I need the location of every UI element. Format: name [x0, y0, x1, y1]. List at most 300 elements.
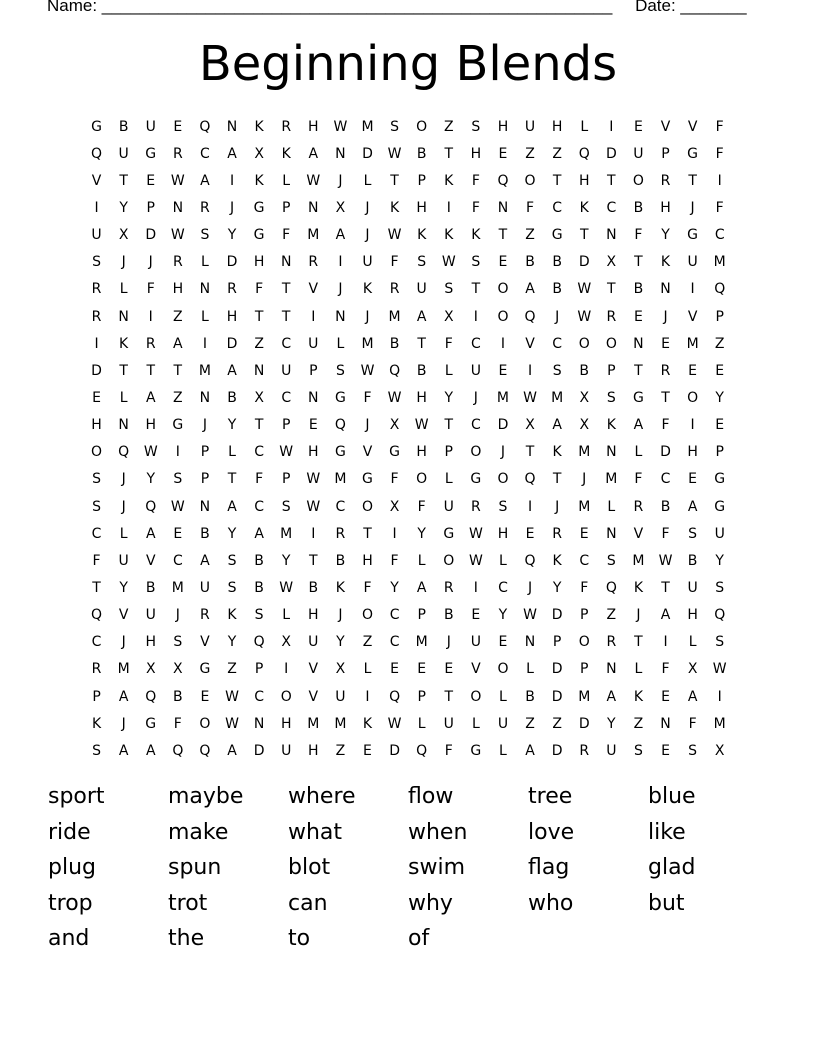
grid-letter: G: [145, 145, 157, 162]
grid-letter: A: [416, 308, 427, 325]
grid-letter: W: [468, 525, 483, 542]
grid-letter: P: [254, 661, 264, 678]
grid-letter: F: [444, 742, 453, 759]
grid-letter: N: [524, 634, 536, 651]
grid-letter: S: [606, 389, 616, 406]
grid-letter: D: [226, 335, 238, 352]
grid-letter: E: [498, 362, 508, 379]
grid-letter: O: [361, 607, 373, 624]
grid-letter: L: [417, 552, 426, 569]
grid-letter: J: [365, 199, 370, 216]
grid-letter: N: [335, 308, 346, 325]
grid-letter: T: [498, 227, 508, 244]
grid-letter: N: [253, 362, 265, 379]
grid-letter: Q: [416, 742, 428, 759]
grid-letter: V: [308, 281, 319, 298]
grid-letter: J: [527, 579, 533, 596]
grid-letter: F: [661, 661, 670, 678]
grid-letter: C: [254, 688, 264, 705]
grid-letter: G: [470, 471, 482, 488]
grid-letter: W: [523, 389, 537, 406]
grid-letter: A: [254, 525, 264, 542]
grid-letter: J: [663, 308, 668, 325]
grid-letter: K: [254, 172, 264, 189]
grid-letter: J: [555, 308, 560, 325]
grid-letter: N: [660, 281, 671, 298]
grid-letter: F: [661, 417, 670, 434]
grid-letter: Q: [389, 362, 401, 379]
grid-letter: N: [118, 308, 129, 325]
grid-letter: T: [607, 172, 616, 189]
grid-letter: S: [471, 254, 481, 271]
grid-letter: C: [254, 498, 264, 515]
grid-letter: H: [226, 308, 238, 325]
grid-letter: Q: [524, 308, 536, 325]
grid-letter: C: [172, 552, 183, 569]
grid-letter: K: [91, 715, 102, 732]
grid-letter: T: [417, 335, 426, 352]
grid-letter: K: [444, 172, 454, 189]
grid-letter: M: [388, 308, 401, 325]
grid-letter: S: [254, 607, 264, 624]
grid-letter: M: [198, 362, 211, 379]
grid-letter: L: [688, 634, 697, 651]
grid-letter: M: [280, 525, 293, 542]
grid-letter: C: [470, 335, 481, 352]
grid-letter: W: [279, 579, 294, 596]
grid-letter: Q: [497, 172, 509, 189]
grid-letter: P: [200, 444, 210, 461]
grid-letter: J: [446, 634, 451, 651]
grid-letter: Y: [417, 525, 426, 542]
grid-letter: E: [498, 254, 508, 271]
grid-letter: G: [253, 227, 265, 244]
grid-letter: T: [254, 308, 264, 325]
grid-letter: H: [687, 607, 698, 624]
grid-letter: L: [282, 607, 291, 624]
grid-letter: O: [470, 444, 482, 461]
word-bank-item: why: [408, 890, 453, 916]
grid-letter: F: [471, 172, 480, 189]
grid-letter: P: [281, 417, 291, 434]
grid-letter: D: [551, 688, 563, 705]
grid-letter: Q: [199, 742, 211, 759]
grid-letter: L: [526, 661, 534, 678]
grid-letter: S: [471, 118, 481, 135]
grid-letter: S: [92, 742, 101, 759]
grid-letter: K: [552, 552, 562, 569]
grid-letter: T: [579, 227, 589, 244]
grid-letter: E: [173, 525, 183, 542]
word-bank-item: of: [408, 926, 430, 952]
grid-letter: N: [606, 525, 617, 542]
grid-letter: Y: [336, 634, 345, 651]
grid-letter: U: [633, 145, 644, 162]
grid-letter: M: [334, 715, 347, 732]
grid-letter: I: [311, 525, 316, 542]
grid-letter: U: [443, 715, 454, 732]
grid-letter: A: [416, 579, 427, 596]
grid-letter: T: [688, 172, 697, 189]
grid-letter: D: [551, 742, 563, 759]
grid-letter: S: [227, 552, 237, 569]
grid-letter: G: [91, 118, 102, 135]
grid-letter: U: [281, 362, 292, 379]
grid-letter: D: [551, 661, 563, 678]
grid-letter: U: [118, 145, 129, 162]
grid-letter: D: [578, 254, 590, 271]
grid-letter: Y: [119, 579, 128, 596]
grid-letter: W: [468, 552, 483, 569]
grid-letter: L: [444, 471, 453, 488]
grid-letter: T: [634, 254, 643, 271]
grid-letter: X: [254, 389, 264, 406]
grid-letter: F: [363, 389, 372, 406]
grid-letter: W: [523, 607, 537, 624]
grid-letter: L: [499, 688, 507, 705]
grid-letter: R: [660, 362, 671, 379]
grid-letter: E: [661, 742, 670, 759]
grid-letter: G: [551, 227, 563, 244]
grid-letter: T: [607, 281, 616, 298]
word-bank-item: trop: [48, 890, 93, 916]
grid-letter: Q: [605, 579, 617, 596]
grid-letter: W: [170, 172, 185, 189]
grid-letter: Z: [525, 145, 535, 162]
grid-letter: H: [253, 254, 265, 271]
grid-letter: P: [281, 199, 291, 216]
grid-letter: L: [119, 389, 128, 406]
grid-letter: B: [389, 335, 400, 352]
grid-letter: S: [715, 634, 725, 651]
grid-letter: U: [281, 742, 292, 759]
grid-letter: G: [145, 715, 157, 732]
grid-letter: A: [145, 389, 156, 406]
grid-letter: K: [389, 199, 400, 216]
grid-letter: T: [661, 389, 670, 406]
grid-letter: W: [306, 498, 321, 515]
grid-letter: O: [497, 308, 509, 325]
grid-letter: W: [387, 145, 402, 162]
grid-letter: T: [552, 471, 562, 488]
grid-letter: J: [636, 607, 641, 624]
grid-letter: X: [389, 498, 400, 515]
word-bank-item: maybe: [168, 784, 244, 810]
grid-letter: A: [145, 525, 156, 542]
grid-letter: A: [227, 498, 237, 515]
grid-letter: U: [497, 715, 509, 732]
grid-letter: Z: [443, 118, 454, 135]
grid-letter: B: [416, 145, 427, 162]
grid-letter: W: [441, 254, 456, 271]
grid-letter: J: [202, 417, 207, 434]
grid-letter: G: [362, 471, 373, 488]
grid-letter: K: [579, 199, 589, 216]
grid-letter: J: [121, 471, 126, 488]
grid-letter: Y: [552, 579, 562, 596]
grid-letter: Q: [714, 607, 726, 624]
word-bank-item: sport: [48, 784, 105, 810]
grid-letter: O: [524, 172, 536, 189]
grid-letter: Q: [578, 145, 590, 162]
grid-letter: L: [607, 498, 616, 515]
word-bank-item: ride: [48, 819, 91, 845]
grid-letter: S: [335, 362, 345, 379]
grid-letter: B: [443, 607, 454, 624]
grid-letter: L: [336, 335, 345, 352]
grid-letter: N: [606, 444, 617, 461]
grid-letter: L: [634, 661, 643, 678]
grid-letter: T: [119, 172, 128, 189]
grid-letter: H: [308, 444, 319, 461]
grid-letter: V: [145, 552, 156, 569]
grid-letter: L: [363, 661, 372, 678]
grid-letter: A: [227, 145, 237, 162]
grid-letter: R: [389, 281, 400, 298]
grid-letter: Q: [334, 417, 346, 434]
grid-letter: R: [606, 308, 617, 325]
grid-letter: M: [117, 661, 130, 678]
word-bank-item: blue: [648, 784, 696, 810]
grid-letter: H: [145, 417, 156, 434]
grid-letter: U: [470, 634, 481, 651]
grid-letter: R: [470, 498, 481, 515]
grid-letter: M: [361, 118, 374, 135]
grid-letter: H: [308, 118, 319, 135]
grid-letter: H: [578, 172, 590, 189]
grid-letter: J: [473, 389, 478, 406]
word-bank-item: and: [48, 926, 90, 952]
worksheet-title: Beginning Blends: [198, 36, 618, 92]
grid-letter: R: [200, 199, 210, 216]
grid-letter: N: [226, 118, 238, 135]
grid-letter: B: [227, 389, 237, 406]
grid-letter: H: [308, 742, 319, 759]
grid-letter: E: [417, 661, 427, 678]
grid-letter: R: [91, 308, 102, 325]
grid-letter: X: [173, 661, 183, 678]
grid-letter: T: [552, 172, 562, 189]
grid-letter: R: [660, 172, 671, 189]
grid-letter: I: [365, 688, 370, 705]
grid-letter: T: [281, 281, 291, 298]
grid-letter: G: [334, 444, 346, 461]
grid-letter: C: [281, 335, 292, 352]
grid-letter: Z: [525, 227, 535, 244]
grid-letter: L: [363, 172, 372, 189]
grid-letter: B: [633, 281, 644, 298]
grid-letter: I: [663, 634, 668, 651]
grid-letter: J: [500, 444, 506, 461]
grid-letter: E: [579, 525, 589, 542]
grid-letter: B: [525, 688, 535, 705]
word-bank-item: trot: [168, 890, 208, 916]
grid-letter: T: [92, 579, 101, 596]
grid-letter: Q: [253, 634, 265, 651]
grid-letter: U: [687, 579, 698, 596]
grid-letter: Z: [714, 335, 725, 352]
grid-letter: Q: [91, 607, 103, 624]
grid-letter: C: [552, 335, 563, 352]
grid-letter: W: [170, 498, 185, 515]
grid-letter: C: [91, 634, 102, 651]
grid-letter: E: [363, 742, 372, 759]
grid-letter: Q: [118, 444, 130, 461]
grid-letter: I: [690, 417, 695, 434]
grid-letter: N: [335, 145, 346, 162]
grid-letter: J: [121, 498, 126, 515]
grid-letter: V: [308, 661, 319, 678]
grid-letter: C: [606, 199, 617, 216]
grid-letter: X: [281, 634, 291, 651]
word-bank-item: spun: [168, 855, 222, 881]
word-bank-item: glad: [648, 855, 696, 881]
grid-letter: F: [255, 281, 264, 298]
grid-letter: V: [687, 118, 698, 135]
grid-letter: U: [362, 254, 373, 271]
grid-letter: H: [551, 118, 563, 135]
grid-letter: B: [254, 579, 264, 596]
grid-letter: E: [200, 688, 210, 705]
grid-letter: W: [279, 444, 294, 461]
grid-letter: Z: [173, 308, 183, 325]
word-bank-item: tree: [528, 784, 573, 810]
grid-letter: Q: [389, 688, 401, 705]
grid-letter: P: [417, 607, 426, 624]
grid-letter: A: [200, 172, 210, 189]
grid-letter: W: [360, 362, 375, 379]
grid-letter: O: [416, 118, 428, 135]
grid-letter: W: [225, 715, 239, 732]
grid-letter: N: [199, 281, 211, 298]
grid-letter: V: [362, 444, 373, 461]
grid-letter: R: [200, 607, 210, 624]
grid-letter: F: [444, 335, 453, 352]
grid-letter: F: [390, 471, 399, 488]
grid-letter: D: [497, 417, 509, 434]
grid-letter: K: [660, 254, 671, 271]
grid-letter: C: [389, 634, 400, 651]
word-bank-item: the: [168, 926, 205, 952]
grid-letter: A: [145, 742, 156, 759]
grid-letter: P: [607, 362, 616, 379]
header-line: [47, 0, 747, 17]
grid-letter: F: [715, 118, 724, 135]
grid-letter: T: [146, 362, 156, 379]
grid-letter: E: [525, 525, 535, 542]
grid-letter: W: [306, 172, 321, 189]
grid-letter: S: [227, 579, 237, 596]
grid-letter: H: [362, 552, 373, 569]
grid-letter: B: [118, 118, 129, 135]
grid-letter: C: [254, 444, 264, 461]
grid-letter: X: [579, 389, 590, 406]
grid-letter: F: [526, 199, 535, 216]
grid-letter: K: [471, 227, 481, 244]
grid-letter: P: [715, 308, 724, 325]
grid-letter: N: [253, 715, 265, 732]
grid-letter: R: [579, 742, 590, 759]
grid-letter: X: [335, 661, 346, 678]
grid-letter: P: [200, 471, 210, 488]
grid-letter: I: [473, 579, 478, 596]
grid-letter: N: [606, 227, 617, 244]
grid-letter: P: [580, 661, 589, 678]
grid-letter: J: [365, 417, 370, 434]
grid-letter: F: [580, 579, 589, 596]
grid-letter: N: [633, 335, 644, 352]
grid-letter: B: [335, 552, 346, 569]
grid-letter: F: [390, 552, 399, 569]
grid-letter: F: [390, 254, 399, 271]
grid-letter: G: [714, 471, 726, 488]
grid-letter: O: [497, 471, 509, 488]
grid-letter: W: [658, 552, 673, 569]
grid-letter: W: [577, 308, 592, 325]
grid-letter: D: [91, 362, 102, 379]
grid-letter: H: [280, 715, 292, 732]
grid-letter: S: [688, 525, 698, 542]
grid-letter: T: [444, 417, 454, 434]
grid-letter: O: [470, 688, 482, 705]
word-bank-item: what: [288, 819, 343, 845]
grid-letter: U: [308, 634, 319, 651]
grid-letter: W: [387, 227, 402, 244]
grid-letter: B: [173, 688, 183, 705]
grid-letter: R: [552, 525, 562, 542]
grid-letter: V: [525, 335, 535, 352]
grid-letter: E: [661, 688, 670, 705]
grid-letter: M: [361, 335, 374, 352]
grid-letter: G: [687, 227, 699, 244]
grid-letter: Y: [146, 471, 156, 488]
grid-letter: J: [121, 715, 126, 732]
grid-letter: H: [172, 281, 184, 298]
grid-letter: C: [281, 389, 292, 406]
grid-letter: N: [118, 417, 129, 434]
grid-letter: V: [471, 661, 481, 678]
grid-letter: M: [605, 471, 618, 488]
grid-letter: V: [200, 634, 210, 651]
grid-letter: A: [308, 145, 319, 162]
grid-letter: W: [143, 444, 158, 461]
grid-letter: P: [552, 634, 562, 651]
grid-letter: C: [91, 525, 102, 542]
grid-letter: I: [148, 308, 153, 325]
grid-letter: L: [119, 525, 128, 542]
grid-letter: T: [173, 362, 183, 379]
grid-letter: Z: [633, 715, 644, 732]
grid-letter: L: [471, 715, 480, 732]
grid-letter: L: [634, 444, 643, 461]
grid-letter: N: [660, 715, 671, 732]
grid-letter: R: [335, 525, 346, 542]
grid-letter: A: [227, 742, 237, 759]
grid-letter: R: [606, 634, 617, 651]
grid-letter: J: [582, 471, 587, 488]
grid-letter: E: [688, 471, 698, 488]
grid-letter: T: [281, 308, 291, 325]
word-bank-item: can: [288, 890, 328, 916]
grid-letter: B: [633, 199, 644, 216]
grid-letter: Y: [444, 389, 454, 406]
grid-letter: J: [338, 607, 343, 624]
grid-letter: S: [498, 498, 508, 515]
grid-letter: M: [334, 471, 347, 488]
grid-letter: A: [606, 688, 617, 705]
grid-letter: R: [91, 281, 102, 298]
grid-letter: T: [634, 362, 643, 379]
